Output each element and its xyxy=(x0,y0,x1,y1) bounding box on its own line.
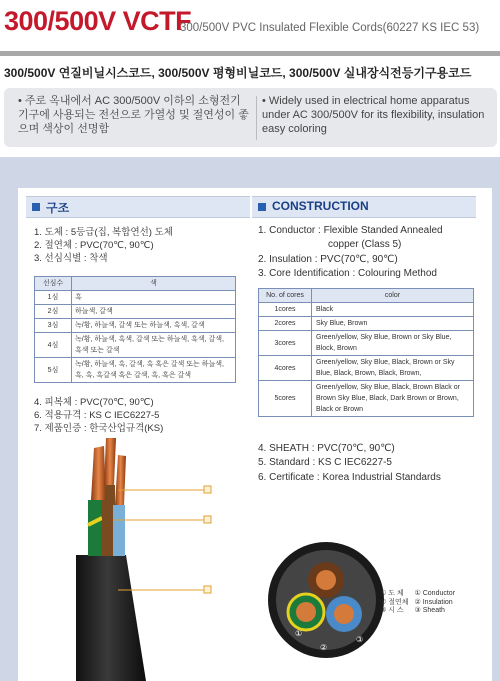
en-spec-item: copper (Class 5) xyxy=(328,239,402,251)
table-cell: Green/yellow, Sky Blue, Brown or Sky Blue, Block, Brown xyxy=(312,331,474,356)
kr-spec-list xyxy=(34,226,173,265)
kr-spec-item: 7. 제품인증 : 한국산업규격(KS) xyxy=(34,423,164,434)
en-section-heading xyxy=(252,196,476,218)
table-header-cell: 색 xyxy=(72,277,236,291)
en-section-heading-label: CONSTRUCTION xyxy=(272,199,369,213)
intro-text-kr: • 주로 옥내에서 AC 300/500V 이하의 소형전기 기구에 사용되는 전선으로 가열성 및 절연성이 좋으며 색상이 선명함 xyxy=(18,95,249,135)
page-title: 300/500V VCTF xyxy=(4,6,192,36)
svg-text:②: ② xyxy=(320,643,328,652)
kr-section-heading xyxy=(26,196,250,218)
table-cell: 2심 xyxy=(35,305,72,319)
callout-marker xyxy=(204,586,211,593)
legend-item-en: ③ Sheath xyxy=(414,607,445,614)
en-spec-item: 5. Standard : KS C IEC6227-5 xyxy=(258,457,392,469)
legend-item-en: ② Insulation xyxy=(414,598,453,606)
cross-section-legend xyxy=(380,590,455,616)
table-cell: 1심 xyxy=(35,291,72,305)
en-spec-item: 6. Certificate : Korea Industrial Standards xyxy=(258,471,441,483)
table-cell: Green/yellow, Sky Blue, Black, Brown Black or Brown Sky Blue, Black, Dark Brown or Brown, Black or Brown xyxy=(312,381,474,417)
cable-sheath-shape xyxy=(76,555,146,681)
table-cell: 흑 xyxy=(72,291,236,305)
table-row xyxy=(259,303,474,317)
table-cell: 5심 xyxy=(35,358,72,383)
table-row xyxy=(35,291,236,305)
table-cell: Sky Blue, Brown xyxy=(312,317,474,331)
callout-marker xyxy=(204,516,211,523)
table-row xyxy=(35,319,236,333)
heading-square-icon xyxy=(32,203,40,211)
svg-text:③: ③ xyxy=(356,635,364,644)
table-header-cell: No. of cores xyxy=(259,289,312,303)
kr-spec-item: 1. 도체 : 5등급(집, 복합연선) 도체 xyxy=(34,227,173,238)
svg-text:①: ① xyxy=(295,629,303,638)
legend-item-kr: ③ 시 스 xyxy=(380,607,404,614)
blue-core-shape xyxy=(113,505,125,556)
kr-spec-item: 2. 절연체 : PVC(70℃, 90℃) xyxy=(34,240,154,251)
conductor-shape xyxy=(104,438,116,485)
kr-spec-item: 4. 피복체 : PVC(70℃, 90℃) xyxy=(34,397,154,408)
kr-core-color-table xyxy=(34,276,236,383)
table-cell: 5cores xyxy=(259,381,312,417)
en-core-color-table xyxy=(258,288,474,417)
conductor-shape xyxy=(91,446,106,500)
page-subtitle-kr: 300/500V 연질비닐시스코드, 300/500V 평형비닐코드, 300/500V 실내장식전등기구용코드 xyxy=(4,66,472,80)
legend-item-kr: ② 절연체 xyxy=(380,598,409,606)
callout-marker xyxy=(204,486,211,493)
table-header-cell: color xyxy=(312,289,474,303)
table-cell: 1cores xyxy=(259,303,312,317)
cross-section-conductor xyxy=(316,570,336,590)
table-header-row xyxy=(259,289,474,303)
table-cell: 2cores xyxy=(259,317,312,331)
intro-text-en: • Widely used in electrical home apparatus under AC 300/500V for its flexibility, insulation easy coloring xyxy=(262,95,485,135)
kr-spec-item: 6. 적용규격 : KS C IEC6227-5 xyxy=(34,410,160,421)
table-row xyxy=(259,317,474,331)
cross-section-conductor xyxy=(334,604,354,624)
kr-section-heading-label: 구조 xyxy=(46,201,70,215)
table-cell: 하늘색, 갈색 xyxy=(72,305,236,319)
table-header-row xyxy=(35,277,236,291)
green-core-shape xyxy=(88,500,102,556)
table-row xyxy=(35,333,236,358)
table-cell: 3cores xyxy=(259,331,312,356)
legend-item-en: ① Conductor xyxy=(414,590,456,597)
table-row xyxy=(35,305,236,319)
en-spec-item: 3. Core Identification : Colouring Method xyxy=(258,267,437,279)
table-cell: 녹/황, 하늘색, 흑색, 갈색 또는 하늘색, 흑색, 갈색, 흑색 또는 갈색 xyxy=(72,333,236,358)
table-row xyxy=(259,356,474,381)
table-header-cell: 선심수 xyxy=(35,277,72,291)
table-cell: 녹/황, 하늘색, 흑, 갈색, 흑 혹은 갈색 또는 하늘색, 흑, 흑, 흑갈색 혹은 갈색, 흑, 혹은 갈색 xyxy=(72,358,236,383)
intro-box xyxy=(4,88,497,147)
cable-illustration xyxy=(18,420,492,681)
table-row xyxy=(35,358,236,383)
table-cell: 3심 xyxy=(35,319,72,333)
legend-item-kr: ① 도 체 xyxy=(380,590,404,597)
en-spec-item: 2. Insulation : PVC(70℃, 90℃) xyxy=(258,253,398,265)
page-subtitle-en: 300/500V PVC Insulated Flexible Cords(60227 KS IEC 53) xyxy=(180,22,480,34)
cross-section-conductor xyxy=(296,602,316,622)
heading-square-icon xyxy=(258,203,266,211)
conductor-shape xyxy=(115,455,126,505)
en-spec-list xyxy=(258,224,443,281)
table-cell: Black xyxy=(312,303,474,317)
table-cell: 녹/황, 하늘색, 갈색 또는 하늘색, 흑색, 갈색 xyxy=(72,319,236,333)
table-cell: 4심 xyxy=(35,333,72,358)
title-rule xyxy=(0,51,500,56)
table-row xyxy=(259,381,474,417)
kr-spec-item: 3. 선심식별 : 착색 xyxy=(34,253,108,264)
en-spec-item: 1. Conductor : Flexible Standed Annealed xyxy=(258,225,443,236)
table-row xyxy=(259,331,474,356)
intro-divider xyxy=(256,96,257,140)
table-cell: Green/yellow, Sky Blue, Black, Brown or Sky Blue, Black, Brown, Black, Brown, xyxy=(312,356,474,381)
en-spec-item: 4. SHEATH : PVC(70℃, 90℃) xyxy=(258,443,395,454)
table-cell: 4cores xyxy=(259,356,312,381)
